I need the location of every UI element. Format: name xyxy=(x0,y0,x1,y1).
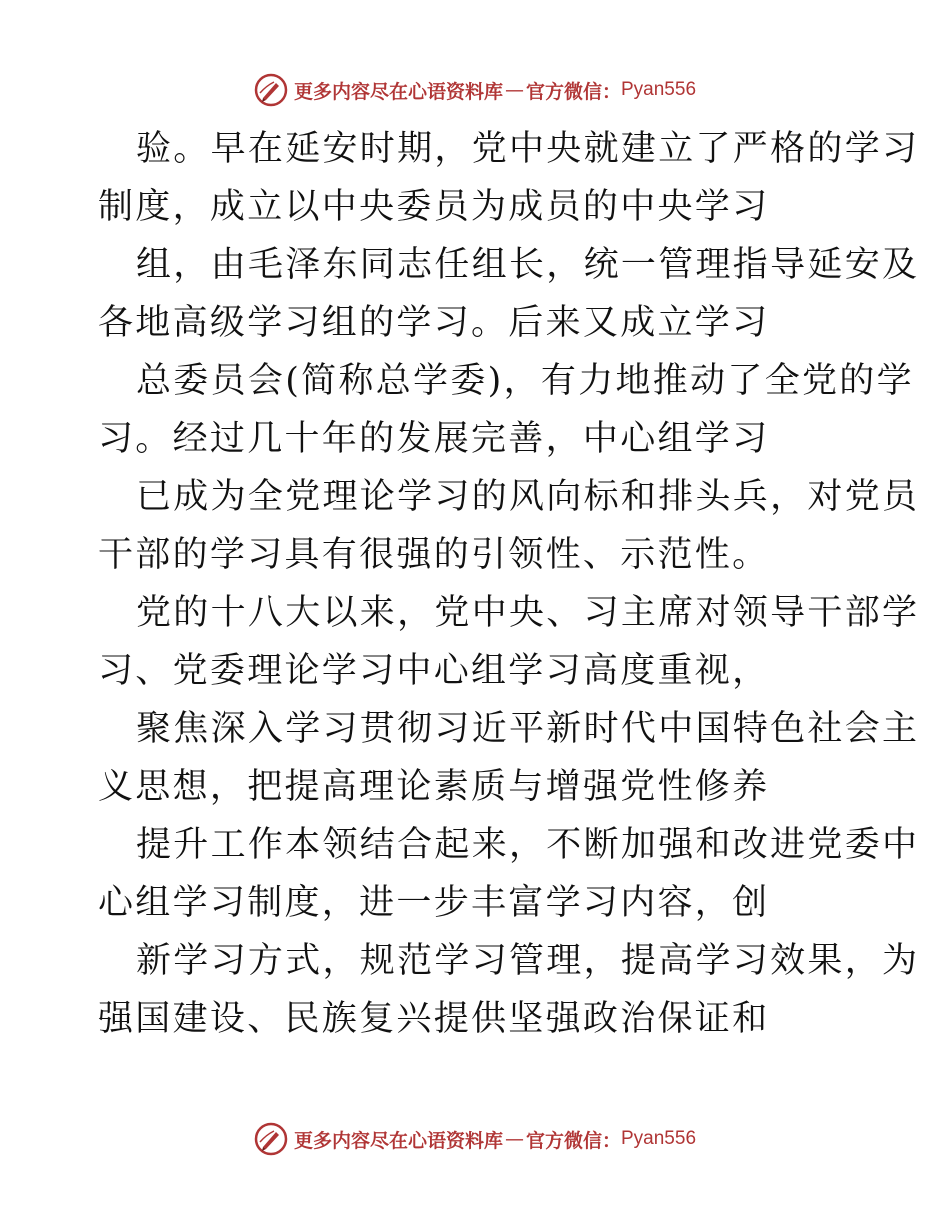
text-line: 新学习方式，规范学习管理，提高学习效果，为 xyxy=(136,941,920,981)
text-line: 各地高级学习组的学习。后来又成立学习 xyxy=(98,303,770,343)
text-line: 习、党委理论学习中心组学习高度重视， xyxy=(98,651,770,691)
text-line: 验。早在延安时期，党中央就建立了严格的学习 xyxy=(136,129,920,169)
text-line: 总委员会(简称总学委)，有力地推动了全党的学 xyxy=(136,361,914,401)
text-line: 习。经过几十年的发展完善，中心组学习 xyxy=(98,419,770,459)
header-watermark-banner xyxy=(0,70,950,110)
text-line: 心组学习制度，进一步丰富学习内容，创 xyxy=(98,883,770,923)
text-line: 强国建设、民族复兴提供坚强政治保证和 xyxy=(98,999,770,1039)
text-line: 已成为全党理论学习的风向标和排头兵，对党员 xyxy=(136,477,920,517)
banner-wechat-id: Pyan556 xyxy=(621,1128,697,1149)
text-line: 干部的学习具有很强的引领性、示范性。 xyxy=(98,535,770,575)
banner-wechat-label: 官方微信： xyxy=(525,80,621,103)
banner-dash: — xyxy=(504,79,524,101)
text-line: 党的十八大以来，党中央、习主席对领导干部学 xyxy=(136,593,920,633)
banner-main-text: 更多内容尽在心语资料库 xyxy=(293,80,503,103)
pen-logo-icon xyxy=(254,1122,288,1156)
banner-wechat-id: Pyan556 xyxy=(621,79,697,100)
text-line: 义思想，把提高理论素质与增强党性修养 xyxy=(98,767,770,807)
banner-wechat-label: 官方微信： xyxy=(525,1129,621,1152)
pen-logo-icon xyxy=(254,73,288,107)
text-line: 组，由毛泽东同志任组长，统一管理指导延安及 xyxy=(136,245,920,285)
banner-main-text: 更多内容尽在心语资料库 xyxy=(293,1129,503,1152)
banner-dash: — xyxy=(504,1128,524,1150)
text-line: 提升工作本领结合起来，不断加强和改进党委中 xyxy=(136,825,920,865)
footer-watermark-banner xyxy=(0,1119,950,1159)
text-line: 聚焦深入学习贯彻习近平新时代中国特色社会主 xyxy=(136,709,920,749)
text-line: 制度，成立以中央委员为成员的中央学习 xyxy=(98,187,770,227)
